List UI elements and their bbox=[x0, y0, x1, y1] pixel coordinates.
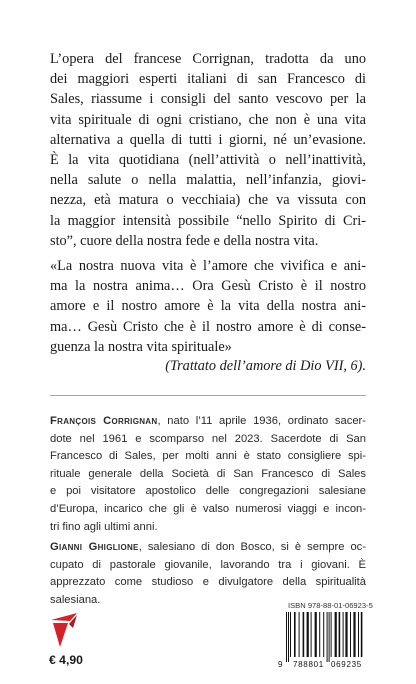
intro-line: Sales, riassume i consigli del santo vescovo per la bbox=[50, 91, 366, 108]
intro-line: la maggior intensità possibile “nello Spirito di Cri- bbox=[50, 212, 366, 229]
barcode-bar bbox=[307, 612, 309, 657]
citation-text: (Trattato dell’amore di Dio VII, 6). bbox=[165, 358, 366, 374]
bio-line: apprezzato come studioso e divulgatore della spiritualità bbox=[50, 576, 366, 589]
price-label: € 4,90 bbox=[49, 653, 83, 667]
barcode-bar bbox=[303, 612, 305, 657]
separator-rule bbox=[50, 395, 366, 396]
intro-line: sto”, cuore della nostra fede e della nostra vita. bbox=[50, 232, 319, 249]
barcode-digits-right: 069235 bbox=[331, 660, 362, 669]
barcode-guard-bar bbox=[288, 612, 289, 662]
barcode-bar bbox=[331, 612, 332, 657]
barcode-graphic bbox=[276, 612, 372, 670]
bio-line: rituale generale della Società di San Francesco di Sales bbox=[50, 467, 366, 480]
bio-line: salesiana. bbox=[50, 593, 101, 606]
bio-text: , salesiano di don Bosco, si è sempre oc- bbox=[138, 541, 366, 553]
editor-name: Gianni Ghiglione bbox=[50, 541, 139, 553]
intro-line: nella salute o nella malattia, nell’infanzia, giovi- bbox=[50, 172, 366, 189]
intro-line: dei maggiori esperti italiani di san Francesco di bbox=[50, 71, 366, 88]
barcode bbox=[276, 612, 372, 675]
bio-line: e poi visitatore apostolico delle congregazioni salesiane bbox=[50, 485, 366, 498]
editor-bio bbox=[50, 539, 366, 609]
bio-line: Francesco di Sales, per molti anni è stato consigliere spi- bbox=[50, 450, 366, 463]
barcode-guard-bar bbox=[286, 612, 287, 662]
barcode-bar bbox=[290, 612, 291, 657]
bio-line: tri fino agli ultimi anni. bbox=[50, 520, 158, 533]
barcode-digit-first: 9 bbox=[278, 660, 283, 669]
bio-line: dote nel 1961 e scomparso nel 2023. Sacerdote di San bbox=[50, 432, 366, 445]
barcode-bar bbox=[339, 612, 341, 657]
quote-line: ma… Gesù Cristo che è il nostro amore è di conse- bbox=[50, 318, 366, 335]
quote-paragraph bbox=[50, 256, 366, 357]
intro-line: nezza, età matura o vecchiaia) che va vissuta con bbox=[50, 192, 366, 209]
quote-line: ma la nostra anima… Ora Gesù Cristo è il nostro bbox=[50, 278, 366, 295]
intro-paragraph bbox=[50, 49, 366, 251]
bio-line bbox=[50, 539, 366, 557]
barcode-bar bbox=[345, 612, 347, 657]
quote-line: amore e il nostro amore è la vita della nostra ani- bbox=[50, 298, 366, 315]
barcode-bar bbox=[319, 612, 320, 657]
barcode-bar bbox=[299, 612, 300, 657]
barcode-guard-bar bbox=[327, 612, 328, 662]
isbn-label: ISBN 978-88-01-06923-5 bbox=[288, 601, 373, 610]
bio-line bbox=[50, 413, 366, 431]
barcode-bar bbox=[311, 612, 312, 657]
quote-line: «La nostra nuova vita è l’amore che vivifica e ani- bbox=[50, 258, 366, 274]
author-bio bbox=[50, 413, 366, 536]
barcode-bar bbox=[323, 612, 324, 657]
barcode-bar bbox=[350, 612, 351, 657]
barcode-bar bbox=[343, 612, 344, 657]
barcode-guard-bar bbox=[329, 612, 330, 662]
quote-citation bbox=[50, 358, 366, 375]
intro-line: L’opera del francese Corrignan, tradotta da uno bbox=[50, 51, 366, 67]
barcode-bar bbox=[358, 612, 359, 657]
barcode-digits-left: 788801 bbox=[293, 660, 324, 669]
intro-line: vita spirituale di ogni cristiano, che non è una vita bbox=[50, 111, 366, 128]
bio-line: cupato di pastorale giovanile, lavorando tra i giovani. È bbox=[50, 558, 366, 571]
barcode-bar bbox=[353, 612, 355, 657]
intro-line: È la vita quotidiana (nell’attività o nell’inattività, bbox=[50, 152, 366, 169]
barcode-bar bbox=[294, 612, 296, 657]
barcode-bar bbox=[335, 612, 337, 657]
bio-line: d’Europa, incarico che gli è valso numerosi viaggi e incon- bbox=[50, 502, 366, 515]
barcode-bar bbox=[315, 612, 317, 657]
publisher-logo-icon bbox=[48, 610, 82, 655]
bio-text: , nato l’11 aprile 1936, ordinato sacer- bbox=[157, 415, 366, 427]
quote-line: guenza la nostra vita spirituale» bbox=[50, 338, 232, 355]
intro-line: alternativa a quella di tutti i giorni, né un’evasione. bbox=[50, 131, 366, 148]
author-name: François Corrignan bbox=[50, 415, 158, 427]
barcode-bar bbox=[361, 612, 363, 657]
